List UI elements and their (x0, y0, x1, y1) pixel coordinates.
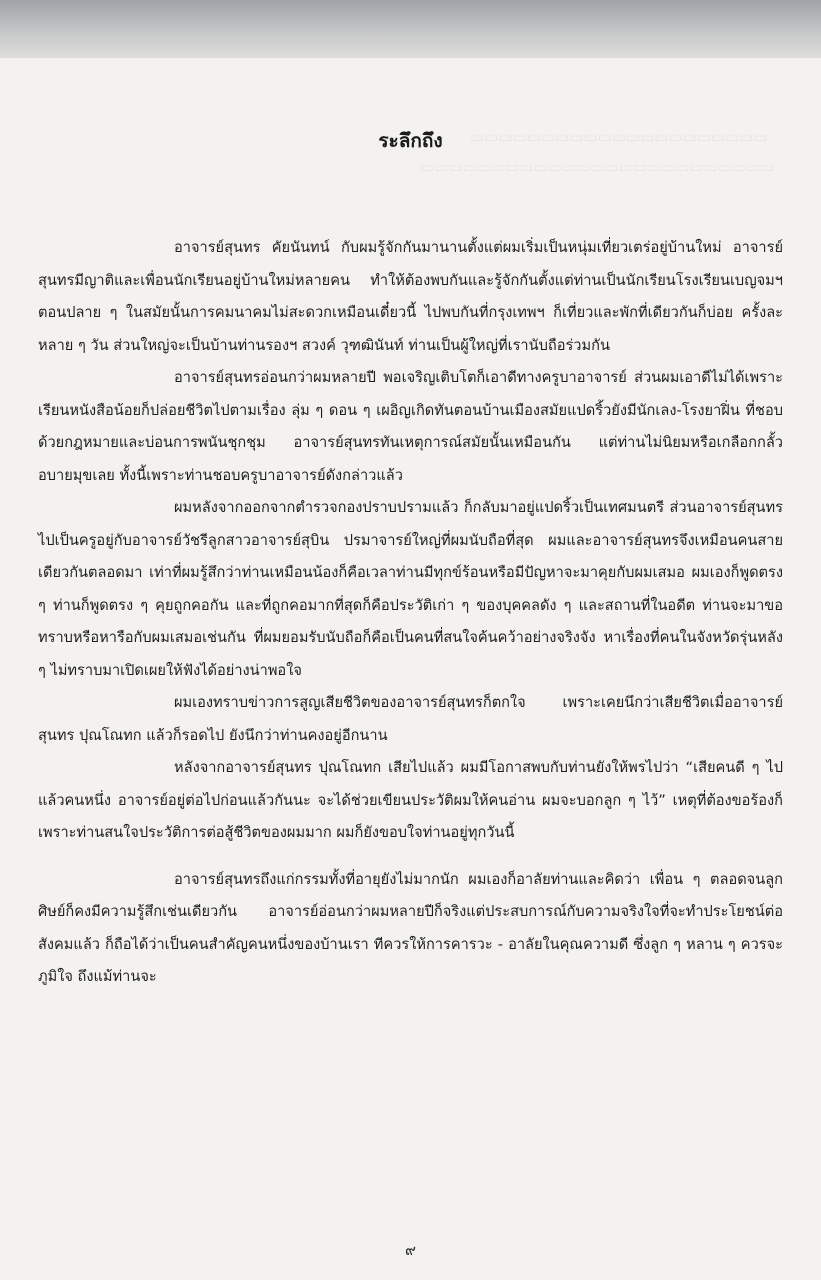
paragraph: อาจารย์สุนทร คัยนันทน์ กับผมรู้จักกันมานานตั้งแต่ผมเริ่มเป็นหนุ่มเที่ยวเตร่อยู่บ้านใหม่ อาจารย์สุนทรมีญาติและเพื่อนนักเรียนอยู่บ้านใหม่หลายคน ทำให้ต้องพบกันและรู้จักกันตั้งแต่ท่านเป็นนักเรียนโรงเรียนเบญจมฯ ตอนปลาย ๆ ในสมัยนั้นการคมนาคมไม่สะดวกเหมือนเดี๋ยวนี้ ไปพบกันที่กรุงเทพฯ ก็เที่ยวและพักที่เดียวกันก็บ่อย ครั้งละหลาย ๆ วัน ส่วนใหญ่จะเป็นบ้านท่านรองฯ สวงค์ วุฑฒินันท์ ท่านเป็นผู้ใหญ่ที่เรานับถือร่วมกัน (38, 239, 783, 354)
bleed-through-text: ▭▭▭▭▭▭▭▭▭▭▭▭▭▭▭▭▭▭▭▭▭ (470, 128, 768, 146)
paragraph: อาจารย์สุนทรอ่อนกว่าผมหลายปี พอเจริญเติบโตก็เอาดีทางครูบาอาจารย์ ส่วนผมเอาดีไม่ได้เพราะเรียนหนังสือน้อยก็ปล่อยชีวิตไปตามเรื่อง ลุ่ม ๆ ดอน ๆ เผอิญเกิดทันตอนบ้านเมืองสมัยแปดริ้วยังมีนักเลง-โรงยาฝิ่น ที่ชอบด้วยกฎหมายและบ่อนการพนันชุกชุม อาจารย์สุนทรทันเหตุการณ์สมัยนั้นเหมือนกัน แต่ท่านไม่นิยมหรือเกลือกกลั้วอบายมุขเลย ทั้งนี้เพราะท่านชอบครูบาอาจารย์ดังกล่าวแล้ว (38, 369, 783, 484)
scanner-top-band (0, 0, 821, 58)
paragraph: ผมเองทราบข่าวการสูญเสียชีวิตของอาจารย์สุนทรก็ตกใจ เพราะเคยนึกว่าเสียชีวิตเมื่ออาจารย์สุนทร ปุณโณทก แล้วก็รอดไป ยังนึกว่าท่านคงอยู่อีกนาน (38, 694, 783, 744)
paragraph: หลังจากอาจารย์สุนทร ปุณโณทก เสียไปแล้ว ผมมีโอกาสพบกับท่านยังให้พรไปว่า “เสียคนดี ๆ ไปแล้วคนหนึ่ง อาจารย์อยู่ต่อไปก่อนแล้วกันนะ จะได้ช่วยเขียนประวัติผมให้คนอ่าน ผมจะบอกลูก ๆ ไว้” เหตุที่ต้องขอร้องก็เพราะท่านสนใจประวัติการต่อสู้ชีวิตของผมมาก ผมก็ยังขอบใจท่านอยู่ทุกวันนี้ (38, 759, 783, 841)
paragraph: อาจารย์สุนทรถึงแก่กรรมทั้งที่อายุยังไม่มากนัก ผมเองก็อาลัยท่านและคิดว่า เพื่อน ๆ ตลอดจนลูกศิษย์ก็คงมีความรู้สึกเช่นเดียวกัน อาจารย์อ่อนกว่าผมหลายปีก็จริงแต่ประสบการณ์กับความจริงใจที่จะทำประโยชน์ต่อสังคมแล้ว ก็ถือได้ว่าเป็นคนสำคัญคนหนึ่งของบ้านเรา ทีควรให้การคารวะ - อาลัยในคุณความดี ซึ่งลูก ๆ หลาน ๆ ควรจะภูมิใจ ถึงแม้ท่านจะ (38, 870, 783, 985)
body-text (38, 232, 783, 994)
paragraph: ผมหลังจากออกจากตำรวจกองปราบปรามแล้ว ก็กลับมาอยู่แปดริ้วเป็นเทศมนตรี ส่วนอาจารย์สุนทรไปเป็นครูอยู่กับอาจารย์วัชรีลูกสาวอาจารย์สุบิน ปรมาจารย์ใหญ่ที่ผมนับถือที่สุด ผมและอาจารย์สุนทรจึงเหมือนคนสายเดียวกันตลอดมา เท่าที่ผมรู้สึกว่าท่านเหมือนน้องก็คือเวลาท่านมีทุกข์ร้อนหรือมีปัญหาจะมาคุยกับผมเสมอ ผมเองก็พูดตรง ๆ ท่านก็พูดตรง ๆ คุยถูกคอกัน และที่ถูกคอมากที่สุดก็คือประวัติเก่า ๆ ของบุคคลดัง ๆ และสถานที่ในอดีต ท่านจะมาขอทราบหรือหารือกับผมเสมอเช่นกัน ที่ผมยอมรับนับถือก็คือเป็นคนที่สนใจค้นคว้าอย่างจริงจัง หาเรื่องที่คนในจังหวัดรุ่นหลัง ๆ ไม่ทราบมาเปิดเผยให้ฟังได้อย่างน่าพอใจ (38, 499, 783, 679)
bleed-through-text: ▭▭▭▭▭▭▭▭▭▭▭▭▭▭▭▭▭▭▭▭▭▭▭▭▭ (420, 158, 775, 176)
page-title: ระลึกถึง (378, 130, 443, 152)
page-number: ๙ (405, 1241, 416, 1259)
